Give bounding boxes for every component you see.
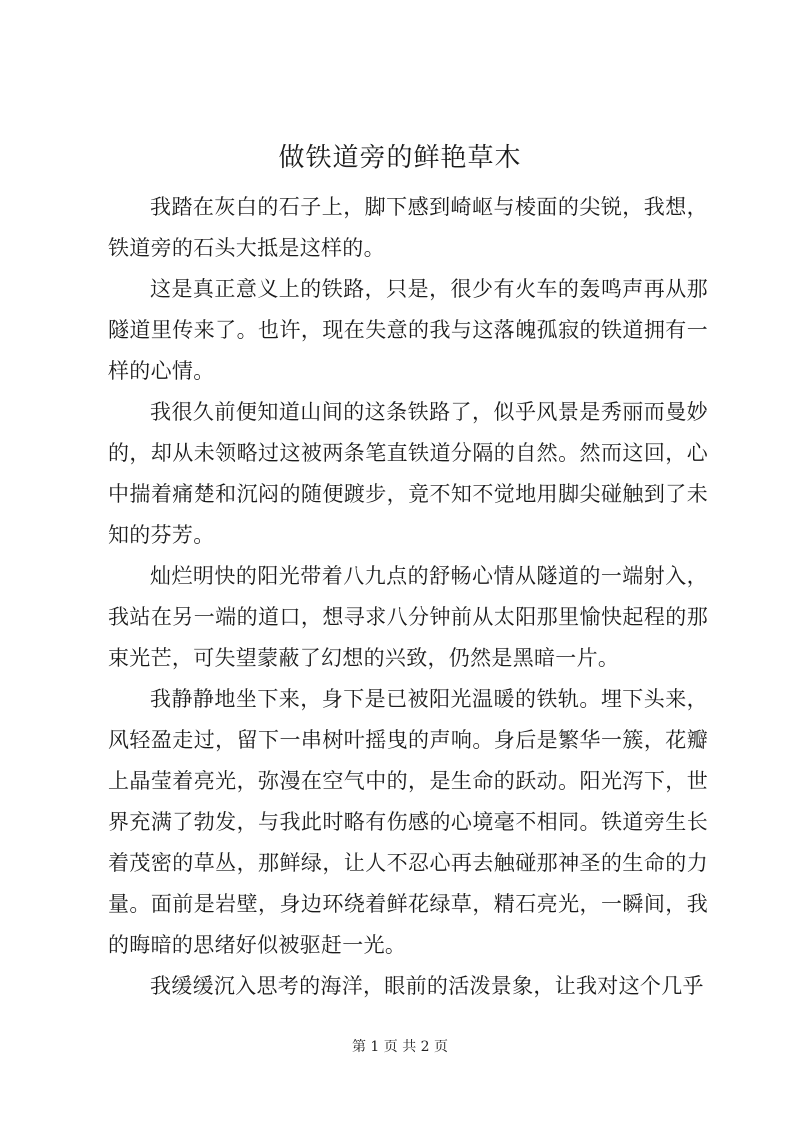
page-footer: 第 1 页 共 2 页 xyxy=(351,1039,449,1055)
document-title: 做铁道旁的鲜艳草木 xyxy=(278,143,522,173)
paragraph: 我静静地坐下来，身下是已被阳光温暖的铁轨。埋下头来，风轻盈走过，留下一串树叶摇曳的声响。身后是繁华一簇，花瓣上晶莹着亮光，弥漫在空气中的，是生命的跃动。阳光泻下，世界充满了勃发，与我此时略有伤感的心境毫不相同。铁道旁生长着茂密的草丛，那鲜绿，让人不忍心再去触碰那神圣的生命的力量。面前是岩壁，身边环绕着鲜花绿草，精石亮光，一瞬间，我的晦暗的思绪好似被驱赶一光。 xyxy=(108,687,708,957)
paragraph: 我很久前便知道山间的这条铁路了，似乎风景是秀丽而曼妙的，却从未领略过这被两条笔直铁道分隔的自然。然而这回，心中揣着痛楚和沉闷的随便踱步，竟不知不觉地用脚尖碰触到了未知的芬芳。 xyxy=(108,400,708,547)
paragraph: 我踏在灰白的石子上，脚下感到崎岖与棱面的尖锐，我想，铁道旁的石头大抵是这样的。 xyxy=(108,195,708,260)
document-body xyxy=(108,187,708,1007)
paragraph: 灿烂明快的阳光带着八九点的舒畅心情从隧道的一端射入，我站在另一端的道口，想寻求八分钟前从太阳那里愉快起程的那束光芒，可失望蒙蔽了幻想的兴致，仍然是黑暗一片。 xyxy=(108,564,708,670)
paragraph: 这是真正意义上的铁路，只是，很少有火车的轰鸣声再从那隧道里传来了。也许，现在失意的我与这落魄孤寂的铁道拥有一样的心情。 xyxy=(108,277,708,383)
paragraph: 我缓缓沉入思考的海洋，眼前的活泼景象，让我对这个几乎 xyxy=(150,974,704,998)
